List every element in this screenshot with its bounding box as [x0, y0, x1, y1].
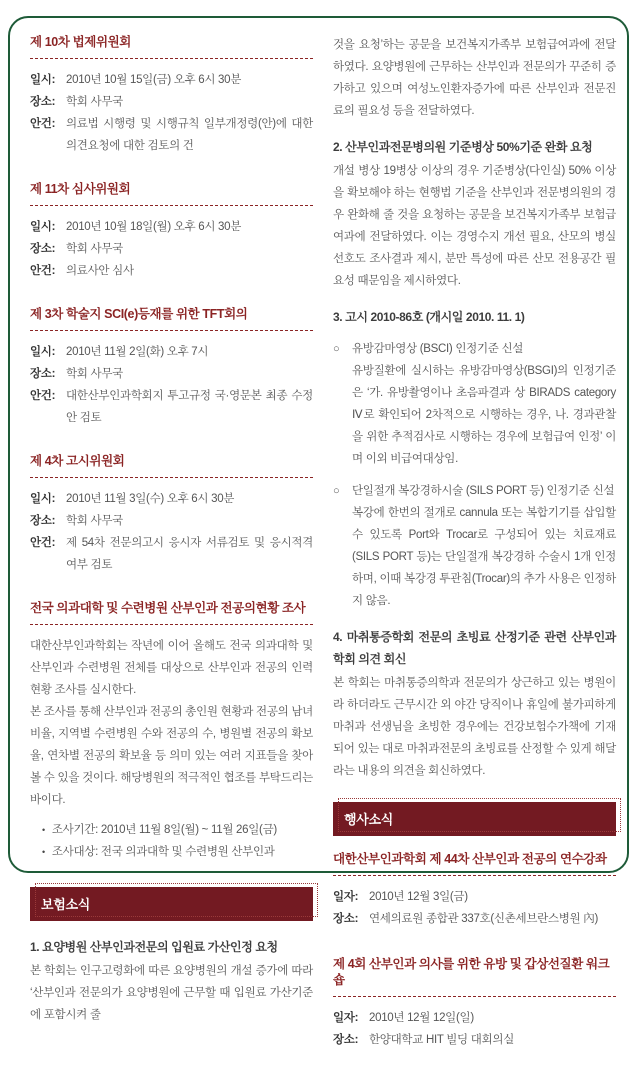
- row-label: 장소:: [30, 368, 56, 380]
- section-title: 제 4차 고시위원회: [30, 453, 313, 478]
- row-value: 대한산부인과학회지 투고규정 국·영문본 최종 수정안 검토: [66, 390, 313, 424]
- meeting-row: [30, 363, 313, 385]
- meeting-row: [30, 385, 313, 429]
- meeting-row: [30, 260, 313, 282]
- events-list: [333, 851, 616, 1051]
- insurance-item-1: [30, 936, 313, 1026]
- section-title: 전국 의과대학 및 수련병원 산부인과 전공의현황 조사: [30, 600, 313, 625]
- meeting-row: [30, 113, 313, 157]
- insurance-item-1-heading: 1. 요양병원 산부인과전문의 입원료 가산인정 요청: [30, 940, 278, 954]
- insurance-item-3: [333, 306, 616, 612]
- survey-bullets: [30, 819, 313, 863]
- insurance-item-2-heading: 2. 산부인과전문병의원 기준병상 50%기준 완화 요청: [333, 140, 593, 154]
- insurance-item-3-heading: 3. 고시 2010-86호 (개시일 2010. 11. 1): [333, 310, 525, 324]
- notice-sub-item-body: 유방질환에 실시하는 유방감마영상(BSGI)의 인정기준은 ‘가. 유방촬영이나 초음파결과 상 BIRADS category Ⅳ로 확인되어 2차적으로 시행하는 경우, 나. 경과관찰을 위한 추적검사로 시행하는 경우에 보험급여 인정’ 이며 이외 비급여대상임.: [352, 365, 616, 465]
- event-row: [333, 886, 616, 908]
- meeting-row: [30, 341, 313, 363]
- list-item: [30, 841, 313, 863]
- row-value: 2010년 10월 15일(금) 오후 6시 30분: [66, 74, 242, 86]
- event-item-1: [333, 851, 616, 930]
- bullet-text: 조사기간: 2010년 11월 8일(월) ~ 11월 26일(금): [51, 824, 277, 836]
- insurance-item-4: [333, 626, 616, 782]
- notice-sub-item-2: [333, 480, 616, 612]
- bullet-text: 조사대상: 전국 의과대학 및 수련병원 산부인과: [51, 846, 275, 858]
- insurance-news-banner: 보험소식: [30, 887, 313, 921]
- row-label: 일시:: [30, 221, 56, 233]
- section-title: 제 10차 법제위원회: [30, 34, 313, 59]
- row-label: 안건:: [30, 537, 56, 549]
- row-label: 장소:: [333, 913, 359, 925]
- meeting-row: [30, 238, 313, 260]
- meeting-row: [30, 91, 313, 113]
- survey-paragraph-2: 본 조사를 통해 산부인과 전공의 총인원 현황과 전공의 남녀비율, 지역별 수련병원 수와 전공의 수, 병원별 전공의 확보율, 연차별 전공의 확보율 등 의미 있는 여러 지표들을 찾아 볼 수 있을 것이다. 해당병원의 적극적인 협조를 부탁드리는 바이다.: [30, 706, 313, 806]
- event-row: [333, 1007, 616, 1029]
- row-value: 제 54차 전문의고시 응시자 서류검토 및 응시적격 여부 검토: [66, 537, 313, 571]
- row-value: 의료법 시행령 및 시행규칙 일부개정령(안)에 대한 의견요청에 대한 검토의 건: [66, 118, 313, 152]
- row-label: 장소:: [333, 1034, 359, 1046]
- row-label: 장소:: [30, 96, 56, 108]
- meeting-row: [30, 532, 313, 576]
- row-label: 안건:: [30, 390, 56, 402]
- insurance-item-2-body: 개설 병상 19병상 이상의 경우 기준병상(다인실) 50% 이상을 확보해야 하는 현행법 기준을 산부인과 전문병의원의 경우 완화해 줄 것을 요청하는 공문을 보건복지가족부 보험급여과에 전달하였다. 이는 경영수지 개선 필요, 산모의 병실선호도 조사결과 제시, 분만 특성에 따른 산모 전용공간 필요성 때문임을 제시하였다.: [333, 165, 616, 287]
- insurance-item-4-body: 본 학회는 마취통증의학과 전문의가 상근하고 있는 병원이라 하더라도 근무시간 외 야간 당직이나 휴일에 불가피하게 마취과 선생님을 초빙한 경우에는 건강보험수가책에 기재되어 있는 대로 마취과전문의 초빙료를 산정할 수 있게 해달라는 내용의 의견을 회신하였다.: [333, 677, 616, 777]
- survey-paragraph-1: 대한산부인과학회는 작년에 이어 올해도 전국 의과대학 및 산부인과 수련병원 전체를 대상으로 산부인과 전공의 인력현황 조사를 실시한다.: [30, 640, 313, 696]
- row-value: 2010년 11월 3일(수) 오후 6시 30분: [66, 493, 235, 505]
- event-item-2: [333, 956, 616, 1051]
- bullet-icon: •: [42, 825, 45, 835]
- notice-sub-item-1: [333, 338, 616, 470]
- row-value: 2010년 12월 3일(금): [369, 891, 468, 903]
- row-label: 안건:: [30, 265, 56, 277]
- bullet-icon: •: [42, 847, 45, 857]
- row-value: 2010년 10월 18일(월) 오후 6시 30분: [66, 221, 242, 233]
- row-value: 학회 사무국: [66, 515, 123, 527]
- insurance-item-4-heading: 4. 마취통증학회 전문의 초빙료 산정기준 관련 산부인과학회 의견 회신: [333, 630, 616, 666]
- row-value: 학회 사무국: [66, 243, 123, 255]
- row-value: 학회 사무국: [66, 368, 123, 380]
- meeting-row: [30, 488, 313, 510]
- event-row: [333, 908, 616, 930]
- notice-sub-item-content: [352, 480, 616, 612]
- row-label: 일시:: [30, 346, 56, 358]
- row-label: 장소:: [30, 243, 56, 255]
- meeting-row: [30, 216, 313, 238]
- event-row: [333, 1029, 616, 1051]
- circle-marker-icon: ○: [333, 343, 340, 355]
- committee-section-2: [30, 181, 313, 282]
- insurance-item-1-continuation: 것을 요청’하는 공문을 보건복지가족부 보험급여과에 전달하였다. 요양병원에 근무하는 산부인과 전문의가 꾸준히 증가하고 있으며 여성노인환자증가에 따른 산부인과 전문진료의 필요성 등을 전달하였다.: [333, 39, 616, 117]
- committee-section-4: [30, 453, 313, 576]
- survey-section: [30, 600, 313, 863]
- notice-sub-item-body: 복강에 한번의 절개로 cannula 또는 복합기기를 삽입할 수 있도록 Port와 Trocar로 구성되어 있는 치료재료(SILS PORT 등)는 단일절개 복강경하 수술시 1개 인정하며, 이때 복강경 투관침(Trocar)의 추가 사용은 인정하지 않음.: [352, 507, 616, 607]
- row-value: 2010년 11월 2일(화) 오후 7시: [66, 346, 209, 358]
- row-label: 장소:: [30, 515, 56, 527]
- committee-section-1: [30, 34, 313, 157]
- meeting-row: [30, 69, 313, 91]
- section-title: 제 3차 학술지 SCI(e)등재를 위한 TFT회의: [30, 306, 313, 331]
- section-title: 제 11차 심사위원회: [30, 181, 313, 206]
- list-item: [30, 819, 313, 841]
- row-value: 의료사안 심사: [66, 265, 134, 277]
- row-value: 한양대학교 HIT 빌딩 대회의실: [369, 1034, 515, 1046]
- event-title: 대한산부인과학회 제 44차 산부인과 전공의 연수강좌: [333, 851, 616, 876]
- row-value: 연세의료원 종합관 337호(신촌세브란스병원 內): [369, 913, 598, 925]
- notice-sub-item-title: 유방감마영상 (BSCI) 인정기준 신설: [352, 343, 524, 355]
- event-title: 제 4회 산부인과 의사를 위한 유방 및 갑상선질환 워크숍: [333, 956, 616, 997]
- row-label: 안건:: [30, 118, 56, 130]
- left-column: [30, 34, 313, 1071]
- right-column: [333, 34, 616, 1071]
- row-label: 일시:: [30, 493, 56, 505]
- newsletter-page: [30, 34, 616, 1071]
- event-news-banner: 행사소식: [333, 802, 616, 836]
- row-label: 일자:: [333, 1012, 359, 1024]
- notice-sub-item-content: [352, 338, 616, 470]
- row-value: 2010년 12월 12일(일): [369, 1012, 474, 1024]
- committee-section-3: [30, 306, 313, 429]
- insurance-item-1-body: 본 학회는 인구고령화에 따른 요양병원의 개설 증가에 따라 ‘산부인과 전문의가 요양병원에 근무할 때 입원료 가산기준에 포함시켜 줄: [30, 965, 313, 1021]
- row-value: 학회 사무국: [66, 96, 123, 108]
- circle-marker-icon: ○: [333, 485, 340, 497]
- row-label: 일시:: [30, 74, 56, 86]
- notice-sub-item-title: 단일절개 복강경하시술 (SILS PORT 등) 인정기준 신설: [352, 485, 615, 497]
- row-label: 일자:: [333, 891, 359, 903]
- meeting-row: [30, 510, 313, 532]
- insurance-item-2: [333, 136, 616, 292]
